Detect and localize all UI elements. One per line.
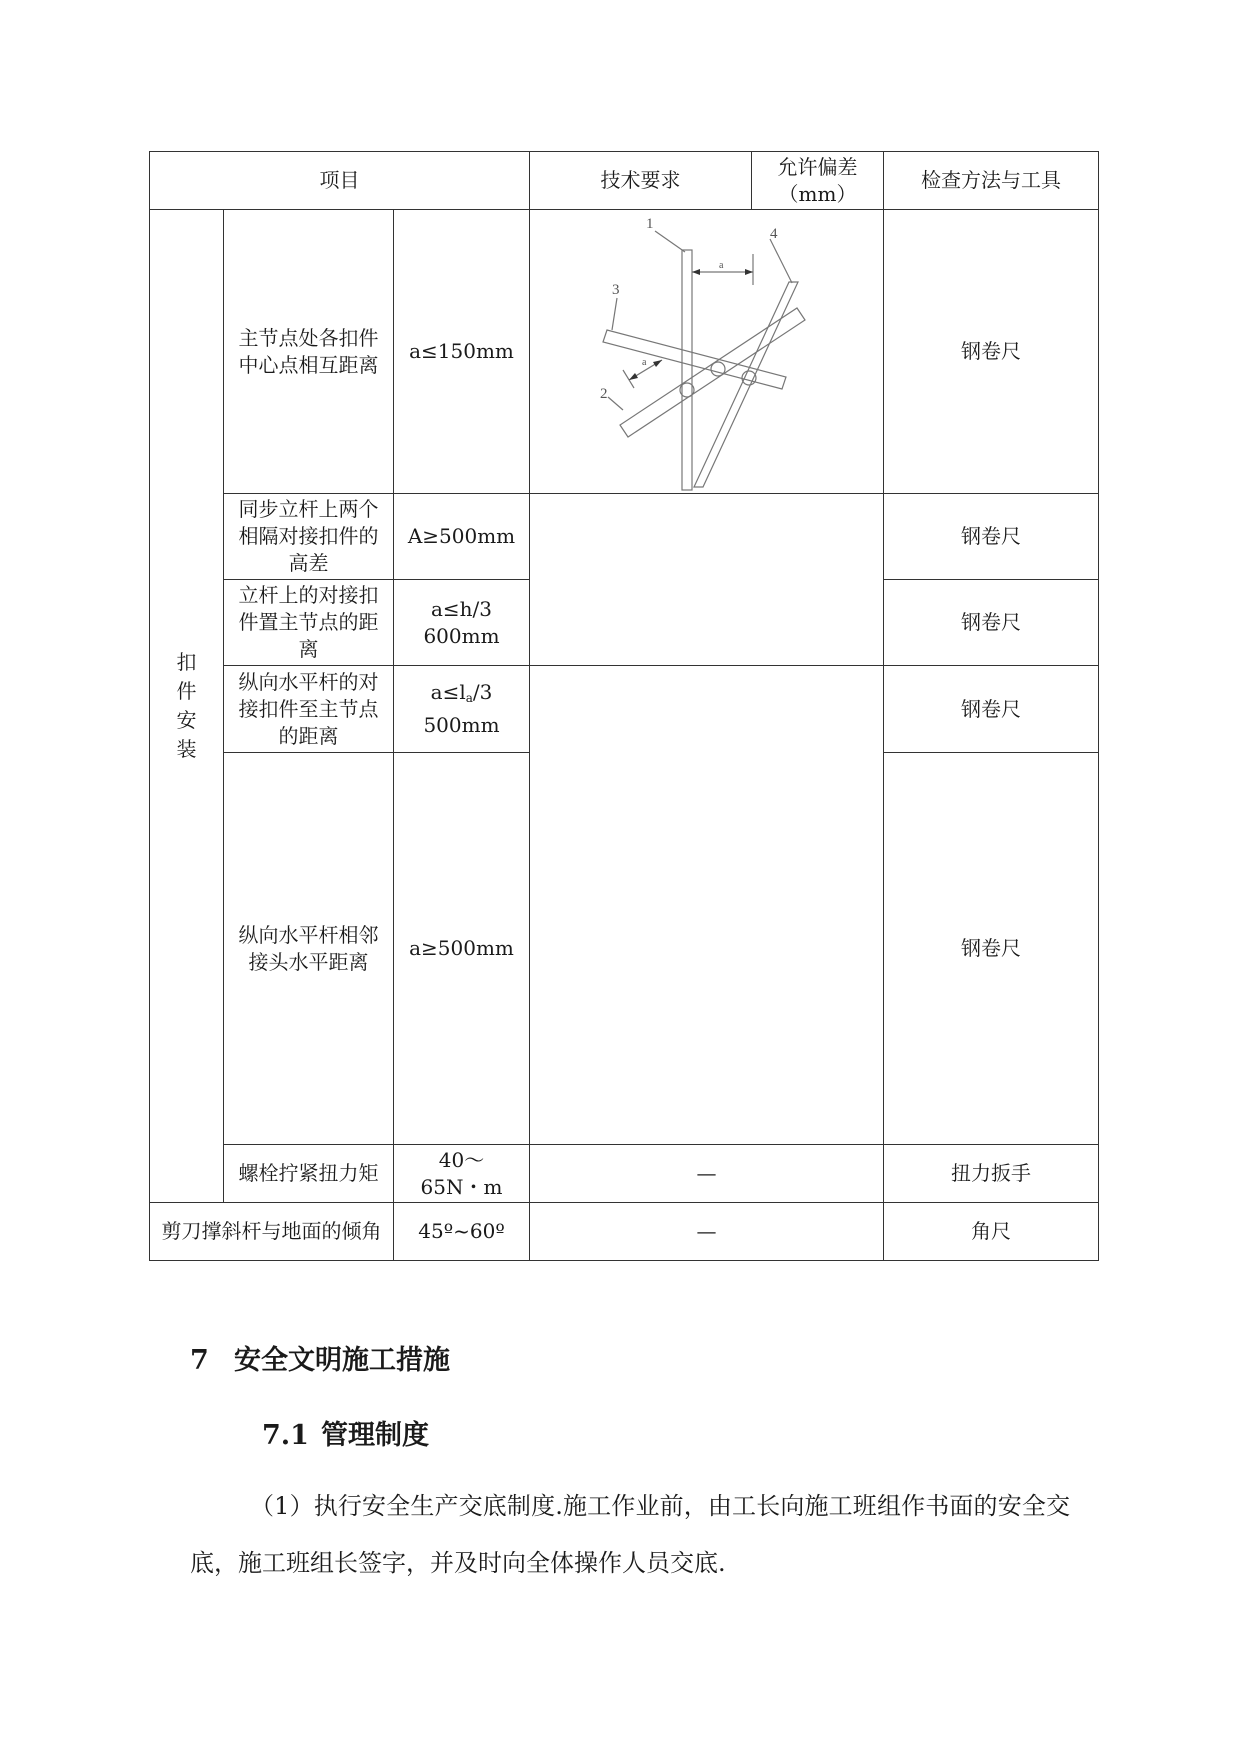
item-cell: 同步立杆上两个相隔对接扣件的高差 (224, 494, 394, 580)
req-prefix: a≤l (430, 680, 466, 704)
tolerance-cell: — (530, 1145, 884, 1203)
req-line1 (402, 679, 521, 712)
table-row (150, 666, 1099, 753)
item-cell: 主节点处各扣件中心点相互距离 (224, 210, 394, 494)
method-cell: 钢卷尺 (884, 210, 1099, 494)
header-tolerance-line2: （mm） (778, 181, 857, 206)
table-row (150, 1203, 1099, 1261)
subsection-title: 管理制度 (321, 1420, 429, 1451)
req-subscript: a (465, 691, 473, 705)
fastener-diagram-cell (530, 210, 884, 494)
node-circle (711, 362, 725, 376)
diagram-label-4: 4 (770, 226, 778, 242)
req-line2: 65N・m (420, 1174, 503, 1199)
bar-1 (682, 250, 692, 490)
fastener-diagram (530, 210, 884, 493)
req-cell (394, 580, 530, 666)
req-line2: 600mm (423, 623, 500, 648)
body-paragraph: （1）执行安全生产交底制度.施工作业前，由工长向施工班组作书面的安全交底，施工班组长签字，并及时向全体操作人员交底. (190, 1492, 1070, 1577)
method-cell: 钢卷尺 (884, 494, 1099, 580)
table-row (150, 210, 1099, 494)
req-line1: 40～ (438, 1147, 485, 1172)
item-cell: 剪刀撑斜杆与地面的倾角 (150, 1203, 394, 1261)
section-heading (190, 1338, 450, 1377)
method-cell: 角尺 (884, 1203, 1099, 1261)
header-tolerance (752, 152, 884, 210)
diagram-dim-a-top: a (719, 260, 724, 271)
req-cell: a≤150mm (394, 210, 530, 494)
table-header-row (150, 152, 1099, 210)
bar-3 (603, 330, 786, 389)
req-cell (394, 1145, 530, 1203)
tolerance-cell: — (530, 1203, 884, 1261)
method-cell: 扭力扳手 (884, 1145, 1099, 1203)
item-cell: 立杆上的对接扣件置主节点的距离 (224, 580, 394, 666)
table-row (150, 494, 1099, 580)
header-tolerance-line1: 允许偏差 (777, 154, 858, 179)
empty-cell (530, 494, 884, 666)
method-cell: 钢卷尺 (884, 580, 1099, 666)
diagram-dim-a-left: a (642, 357, 647, 368)
req-cell: a≥500mm (394, 753, 530, 1145)
method-cell: 钢卷尺 (884, 666, 1099, 753)
section-number: 7 (190, 1345, 209, 1376)
section-title: 安全文明施工措施 (234, 1345, 450, 1376)
diagram-label-3: 3 (612, 282, 620, 298)
header-method: 检查方法与工具 (884, 152, 1099, 210)
table-row (150, 1145, 1099, 1203)
header-tech-req: 技术要求 (530, 152, 752, 210)
req-cell: A≥500mm (394, 494, 530, 580)
item-cell: 纵向水平杆的对接扣件至主节点的距离 (224, 666, 394, 753)
subsection-heading (262, 1413, 429, 1452)
group-label-cell (150, 210, 224, 1203)
diagram-label-2: 2 (600, 386, 608, 402)
diagram-label-1: 1 (646, 216, 654, 232)
req-line2: 500mm (423, 713, 500, 737)
empty-cell (530, 666, 884, 1145)
group-label: 扣件安装 (176, 650, 197, 761)
req-line1: a≤h/3 (430, 596, 493, 621)
subsection-number: 7.1 (262, 1420, 309, 1451)
req-cell (394, 666, 530, 753)
inspection-table (149, 151, 1099, 1261)
item-cell: 螺栓拧紧扭力矩 (224, 1145, 394, 1203)
header-item: 项目 (150, 152, 530, 210)
method-cell: 钢卷尺 (884, 753, 1099, 1145)
item-cell: 纵向水平杆相邻接头水平距离 (224, 753, 394, 1145)
req-cell: 45º~60º (394, 1203, 530, 1261)
req-suffix: /3 (472, 680, 493, 704)
